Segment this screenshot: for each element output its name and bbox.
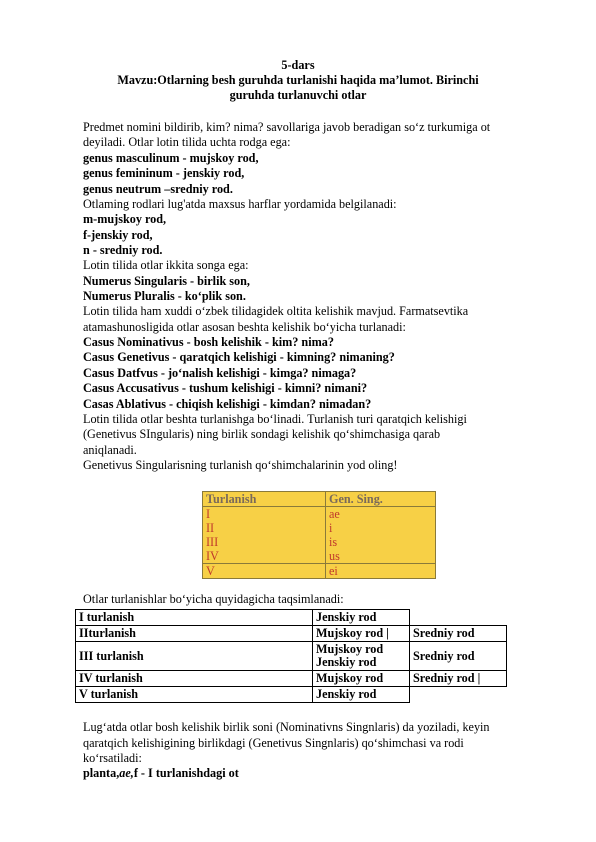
case-item: Casus Datfvus - jo‘nalish kelishigi - kimga? nimaga? [83,366,357,380]
header-declension: Turlanish [203,492,326,507]
paragraph-line: Lotin tilida otlar ikkita songa ega: [83,258,249,272]
endings-table-row [203,507,436,564]
case-item: Casus Genetivus - qaratqich kelishigi - kimning? nimaning? [83,350,395,364]
paragraph-line: aniqlanadi. [83,443,137,457]
declension-gender-table [75,609,507,703]
topic-title-line-2: guruhda turlanuvchi otlar [229,88,367,102]
case-item: Casas Ablativus - chiqish kelishigi - kimdan? nimadan? [83,397,372,411]
endings-table-header [203,492,436,507]
gender-cell: Jenskiy rod [313,610,410,626]
table-row [76,642,507,671]
table-row [76,671,507,687]
genitive-endings-table [202,491,436,579]
gender-cell: Sredniy rod | [410,671,507,687]
example-entry [83,766,239,781]
declension-numeral: V [203,564,326,579]
paragraph-line: deyiladi. Otlar lotin tilida uchta rodga ega: [83,135,291,149]
gender-abbrev-item: n - sredniy rod. [83,243,163,257]
gender-cell: Sredniy rod [410,626,507,642]
lesson-number: 5-dars [281,58,315,72]
number-item: Numerus Singularis - birlik son, [83,274,250,288]
number-item: Numerus Pluralis - ko‘plik son. [83,289,246,303]
gender-cell: Mujskoy rod [313,671,410,687]
gender-item: genus neutrum –sredniy rod. [83,182,233,196]
table-row [76,610,507,626]
empty-cell [410,687,507,703]
case-item: Casus Nominativus - bosh kelishik - kim? nima? [83,335,334,349]
topic-title-line-1: Mavzu:Otlarning besh guruhda turlanishi haqida ma’lumot. Birinchi [117,73,479,87]
declension-cell: I turlanish [76,610,313,626]
example-ending: ae, [119,766,134,780]
paragraph-line: (Genetivus SIngularis) ning birlik sondagi kelishik qo‘shimchasiga qarab [83,427,441,441]
empty-cell [410,610,507,626]
header-gen-sing: Gen. Sing. [326,492,436,507]
paragraph-line: Lotin tilida otlar beshta turlanishga bo‘linadi. Turlanish turi qaratqich kelishigi [83,412,467,426]
gender-item: genus femininum - jenskiy rod, [83,166,245,180]
paragraph-line: Otlaming rodlari lug'atda maxsus harflar yordamida belgilanadi: [83,197,397,211]
paragraph-line: Otlar turlanishlar bo‘yicha quyidagicha taqsimlanadi: [83,592,344,606]
paragraph-line: Lotin tilida ham xuddi o‘zbek tilidagidek oltita kelishik mavjud. Farmatsevtika [83,304,469,318]
paragraph-line: Lug‘atda otlar bosh kelishik birlik soni (Nominativns Singnlaris) da yoziladi, keyin [83,720,490,734]
paragraph-line: Predmet nomini bildirib, kim? nima? savollariga javob beradigan so‘z turkumiga ot [83,120,491,134]
paragraph-line: Genetivus Singularisning turlanish qo‘shimchalarinin yod oling! [83,458,398,472]
gender-item: genus masculinum - mujskoy rod, [83,151,259,165]
genitive-ending: ei [326,564,436,579]
gender-cell: Mujskoy rod | [313,626,410,642]
declension-cell: IV turlanish [76,671,313,687]
paragraph-line: atamashunosligida otlar asosan beshta kelishik bo‘yicha turlanadi: [83,320,406,334]
endings-table-row [203,564,436,579]
declension-cell: III turlanish [76,642,313,671]
paragraph-line: ko‘rsatiladi: [83,751,142,765]
paragraph-line: qaratqich kelishigining birlikdagi (Genetivus Singnlaris) qo‘shimchasi va rodi [83,736,464,750]
declension-cell: V turlanish [76,687,313,703]
gender-cell: Mujskoy rod Jenskiy rod [313,642,410,671]
example-word: planta, [83,766,120,780]
case-item: Casus Accusativus - tushum kelishigi - kimni? nimani? [83,381,368,395]
genitive-endings: ae i is us [326,507,436,564]
table-row [76,687,507,703]
declension-cell: IIturlanish [76,626,313,642]
gender-cell: Sredniy rod [410,642,507,671]
gender-abbrev-item: f-jenskiy rod, [83,228,153,242]
example-description: f - I turlanishdagi ot [133,766,239,780]
table-row [76,626,507,642]
gender-abbrev-item: m-mujskoy rod, [83,212,167,226]
declension-numerals: I II III IV [203,507,326,564]
gender-cell: Jenskiy rod [313,687,410,703]
